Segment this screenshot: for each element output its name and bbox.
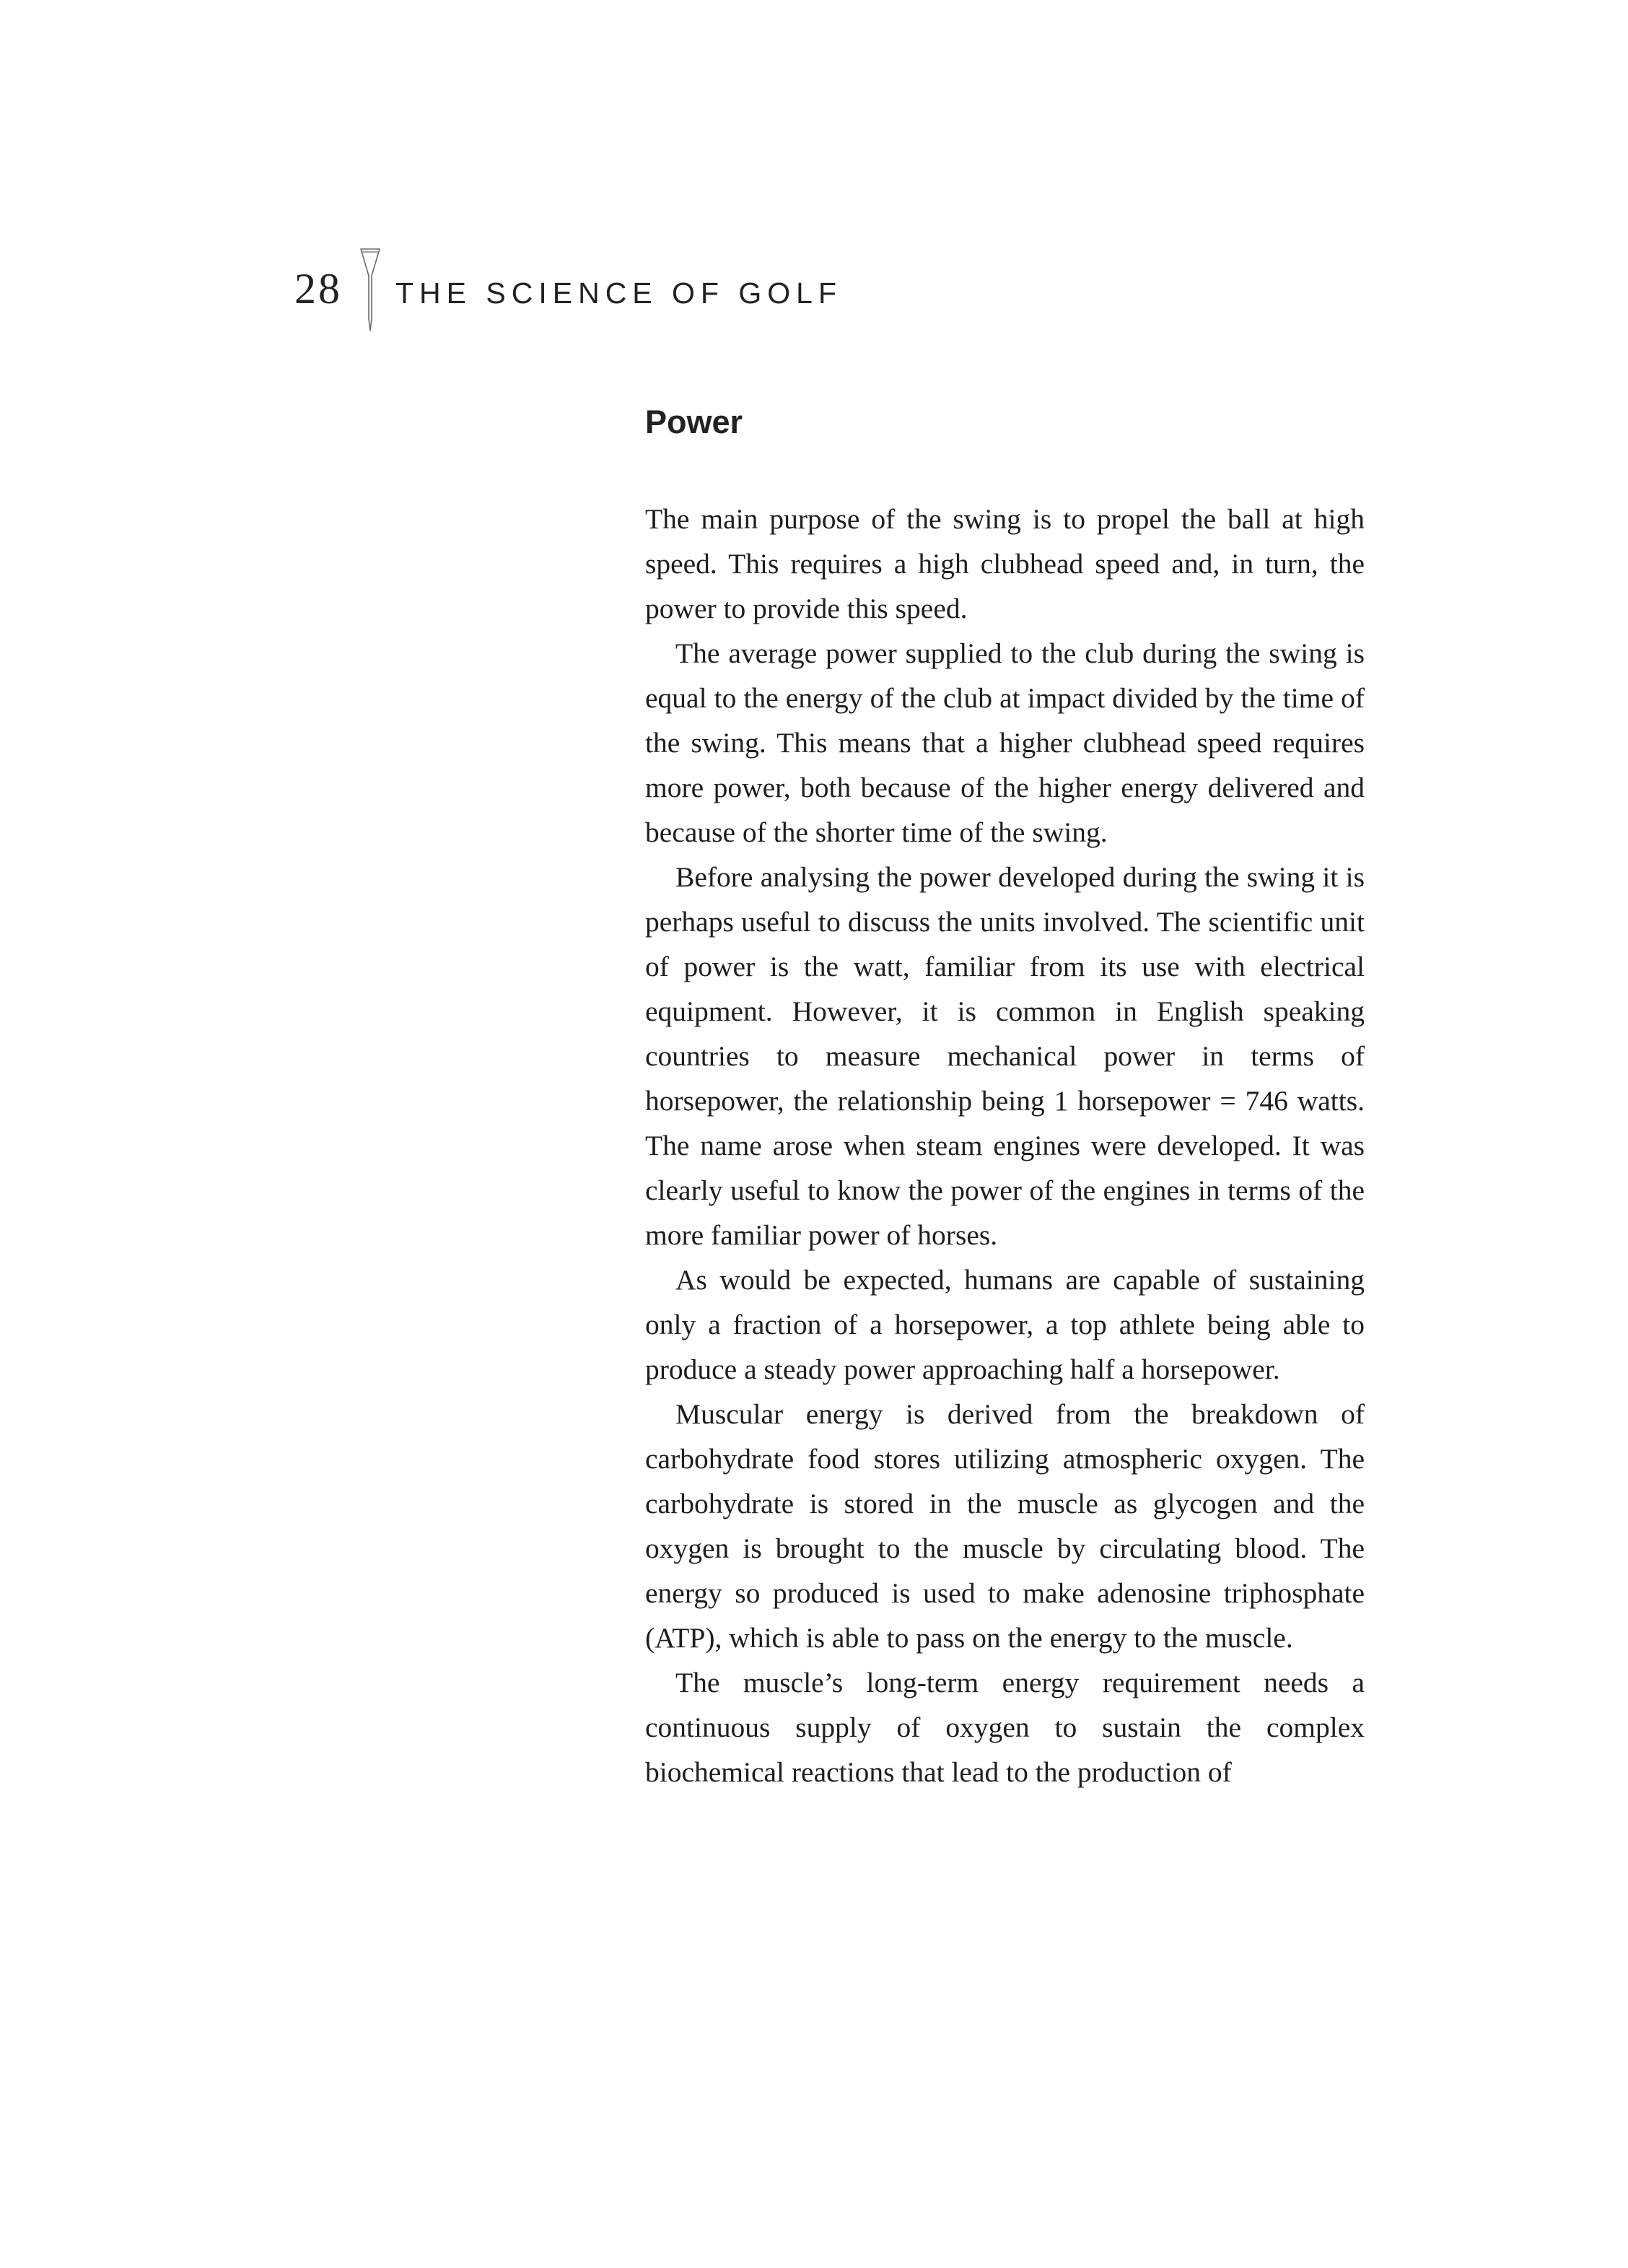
paragraph: Muscular energy is derived from the breakdown of carbohydrate food stores utilizing atmospheric oxygen. The carbohydrate is stored in the muscle as glycogen and the oxygen is brought to the muscle by circulating blood. The energy so produced is used to make adenosine triphosphate (ATP), which is able to pass on the energy to the muscle. [645,1398,1365,1654]
body-text [645,497,1365,1794]
paragraph: The muscle’s long-term energy requirement needs a continuous supply of oxygen to sustain the complex biochemical reactions that lead to the production of [645,1667,1365,1788]
section-heading: Power [645,404,743,440]
golf-tee-icon [359,247,381,332]
paragraph: As would be expected, humans are capable of sustaining only a fraction of a horsepower, a top athlete being able to produce a steady power approaching half a horsepower. [645,1264,1365,1385]
paragraph: The main purpose of the swing is to propel the ball at high speed. This requires a high clubhead speed and, in turn, the power to provide this speed. [645,503,1365,624]
paragraph: Before analysing the power developed during the swing it is perhaps useful to discuss the units involved. The scientific unit of power is the watt, familiar from its use with electrical equipment. However, it is common in English speaking countries to measure mechanical power in terms of horsepower, the relationship being 1 horsepower = 746 watts. The name arose when steam engines were developed. It was clearly useful to know the power of the engines in terms of the more familiar power of horses. [645,861,1365,1251]
paragraph: The average power supplied to the club during the swing is equal to the energy of the club at impact divided by the time of the swing. This means that a higher clubhead speed requires more power, both because of the higher energy delivered and because of the shorter time of the swing. [645,637,1365,848]
page-number: 28 [294,265,342,313]
running-title: THE SCIENCE OF GOLF [395,276,842,310]
